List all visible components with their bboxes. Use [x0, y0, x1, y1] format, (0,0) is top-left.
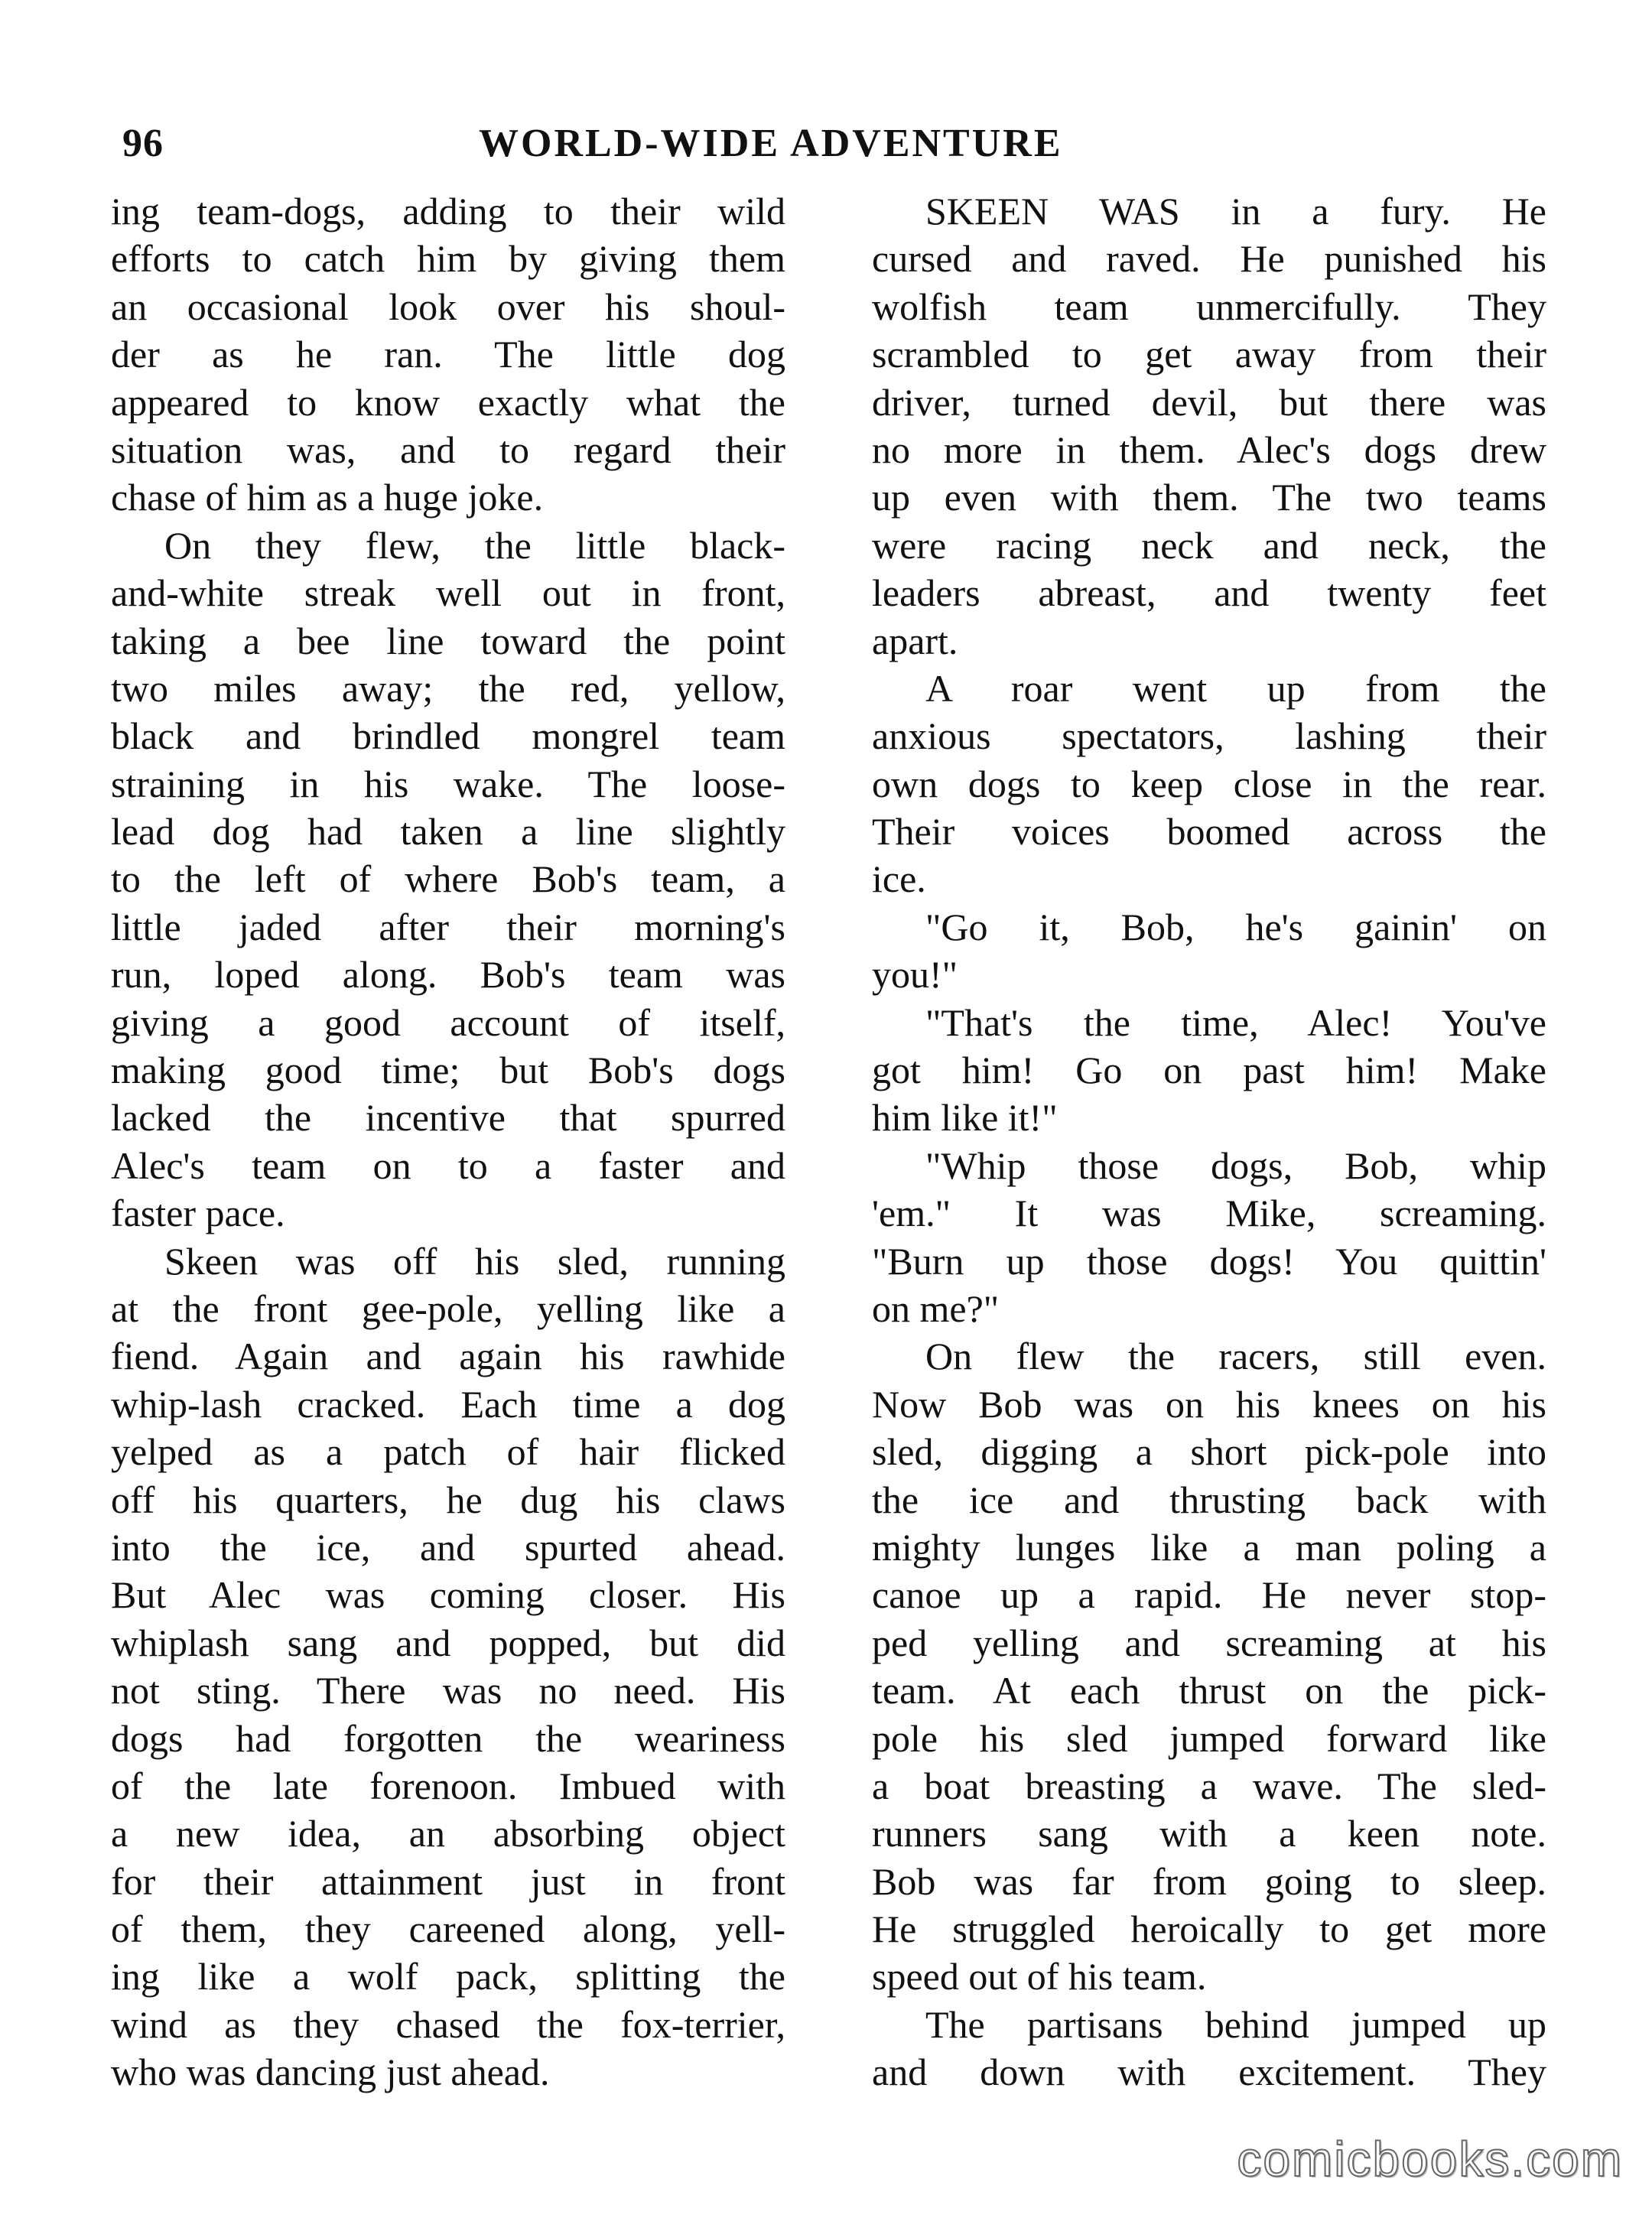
- text-line: faster pace.: [111, 1192, 285, 1235]
- page-header: [122, 121, 1182, 174]
- text-line: mighty lunges like a man poling a: [872, 1525, 1546, 1569]
- text-line: of the late forenoon. Imbued with: [111, 1764, 785, 1807]
- text-line: wind as they chased the fox-terrier,: [111, 2002, 785, 2046]
- text-line: runners sang with a keen note.: [872, 1812, 1546, 1855]
- paragraph-start-line: "Go it, Bob, he's gainin' on: [925, 905, 1546, 948]
- text-line: whiplash sang and popped, but did: [111, 1621, 785, 1664]
- text-line: wolfish team unmercifully. They: [872, 285, 1546, 328]
- text-line: appeared to know exactly what the: [111, 380, 785, 424]
- text-line: cursed and raved. He punished his: [872, 237, 1546, 281]
- text-line: for their attainment just in front: [111, 1859, 785, 1903]
- text-line: not sting. There was no need. His: [111, 1669, 785, 1712]
- paragraph-start-line: On flew the racers, still even.: [925, 1335, 1546, 1378]
- text-line: He struggled heroically to get more: [872, 1907, 1546, 1951]
- text-line: a boat breasting a wave. The sled-: [872, 1764, 1546, 1807]
- text-line: lead dog had taken a line slightly: [111, 810, 785, 854]
- text-line: were racing neck and neck, the: [872, 523, 1546, 567]
- paragraph-start-line: The partisans behind jumped up: [925, 2002, 1546, 2046]
- left-column: [111, 187, 785, 2096]
- text-line: on me?": [872, 1286, 1000, 1330]
- text-line: ped yelling and screaming at his: [872, 1621, 1546, 1664]
- text-line: up even with them. The two teams: [872, 476, 1546, 519]
- text-line: got him! Go on past him! Make: [872, 1049, 1546, 1092]
- text-line: ice.: [872, 857, 926, 901]
- text-line: lacked the incentive that spurred: [111, 1096, 785, 1140]
- text-line: no more in them. Alec's dogs drew: [872, 428, 1546, 471]
- text-line: pole his sled jumped forward like: [872, 1716, 1546, 1760]
- text-line: run, loped along. Bob's team was: [111, 953, 785, 997]
- paragraph-start-line: A roar went up from the: [925, 666, 1546, 710]
- text-line: Bob was far from going to sleep.: [872, 1859, 1546, 1903]
- text-line: driver, turned devil, but there was: [872, 380, 1546, 424]
- running-title: WORLD-WIDE ADVENTURE: [479, 122, 1063, 165]
- text-line: him like it!": [872, 1096, 1058, 1140]
- text-line: off his quarters, he dug his claws: [111, 1478, 785, 1521]
- watermark-text: comicbooks.com: [1237, 2132, 1623, 2187]
- text-line: apart.: [872, 619, 958, 662]
- text-line: scrambled to get away from their: [872, 333, 1546, 376]
- text-line: the ice and thrusting back with: [872, 1478, 1546, 1521]
- text-line: to the left of where Bob's team, a: [111, 857, 785, 901]
- text-line: ing team-dogs, adding to their wild: [111, 190, 785, 233]
- right-column: [872, 187, 1546, 2096]
- paragraph-start-line: "Whip those dogs, Bob, whip: [925, 1143, 1546, 1187]
- text-line: little jaded after their morning's: [111, 905, 785, 948]
- text-line: Alec's team on to a faster and: [111, 1143, 785, 1187]
- text-line: der as he ran. The little dog: [111, 333, 785, 376]
- text-line: leaders abreast, and twenty feet: [872, 571, 1546, 615]
- text-line: chase of him as a huge joke.: [111, 476, 544, 519]
- text-line: into the ice, and spurted ahead.: [111, 1525, 785, 1569]
- text-line: But Alec was coming closer. His: [111, 1573, 785, 1617]
- paragraph-start-line: SKEEN WAS in a fury. He: [925, 190, 1546, 233]
- text-line: "Burn up those dogs! You quittin': [872, 1239, 1546, 1283]
- text-line: and down with excitement. They: [872, 2051, 1546, 2094]
- text-line: who was dancing just ahead.: [111, 2051, 550, 2094]
- text-line: straining in his wake. The loose-: [111, 762, 785, 805]
- page-number: 96: [122, 122, 164, 165]
- text-line: giving a good account of itself,: [111, 1000, 785, 1044]
- text-line: at the front gee-pole, yelling like a: [111, 1286, 785, 1330]
- paragraph-start-line: Skeen was off his sled, running: [164, 1239, 785, 1283]
- text-line: speed out of his team.: [872, 1955, 1207, 1998]
- text-line: making good time; but Bob's dogs: [111, 1049, 785, 1092]
- text-line: black and brindled mongrel team: [111, 714, 785, 758]
- text-line: Now Bob was on his knees on his: [872, 1382, 1546, 1426]
- text-line: a new idea, an absorbing object: [111, 1812, 785, 1855]
- paragraph-start-line: On they flew, the little black-: [164, 523, 785, 567]
- text-line: ing like a wolf pack, splitting the: [111, 1955, 785, 1998]
- text-line: Their voices boomed across the: [872, 810, 1546, 854]
- text-line: situation was, and to regard their: [111, 428, 785, 471]
- text-line: taking a bee line toward the point: [111, 619, 785, 662]
- text-line: sled, digging a short pick-pole into: [872, 1430, 1546, 1474]
- text-line: an occasional look over his shoul-: [111, 285, 785, 328]
- text-line: dogs had forgotten the weariness: [111, 1716, 785, 1760]
- text-line: fiend. Again and again his rawhide: [111, 1335, 785, 1378]
- text-line: team. At each thrust on the pick-: [872, 1669, 1546, 1712]
- text-line: you!": [872, 953, 958, 997]
- text-line: canoe up a rapid. He never stop-: [872, 1573, 1546, 1617]
- text-line: yelped as a patch of hair flicked: [111, 1430, 785, 1474]
- text-line: two miles away; the red, yellow,: [111, 666, 785, 710]
- text-line: 'em." It was Mike, screaming.: [872, 1192, 1546, 1235]
- text-line: whip-lash cracked. Each time a dog: [111, 1382, 785, 1426]
- text-line: and-white streak well out in front,: [111, 571, 785, 615]
- text-line: own dogs to keep close in the rear.: [872, 762, 1546, 805]
- text-line: of them, they careened along, yell-: [111, 1907, 785, 1951]
- paragraph-start-line: "That's the time, Alec! You've: [925, 1000, 1546, 1044]
- text-line: efforts to catch him by giving them: [111, 237, 785, 281]
- text-line: anxious spectators, lashing their: [872, 714, 1546, 758]
